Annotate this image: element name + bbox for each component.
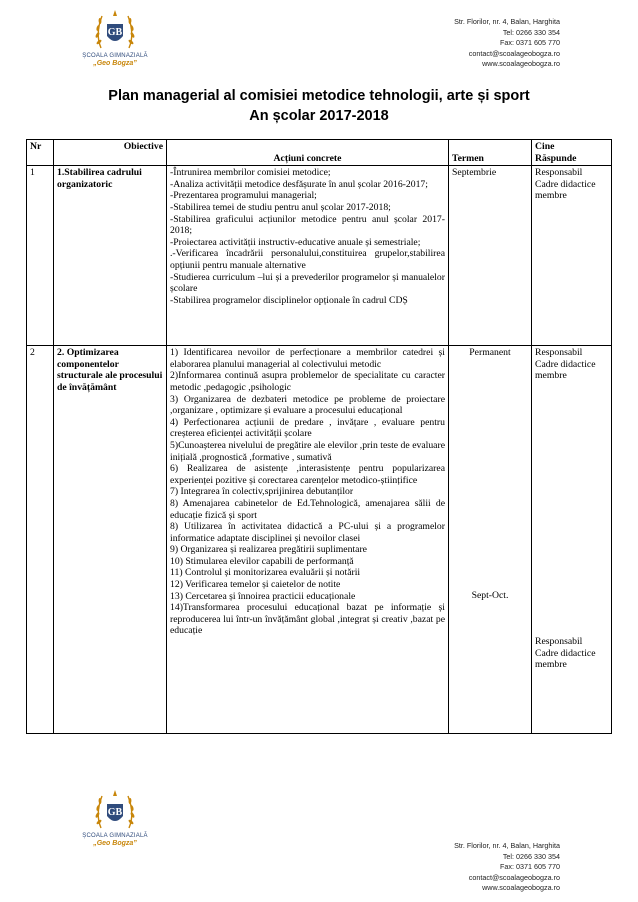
document-subtitle: An școlar 2017-2018 bbox=[249, 108, 389, 124]
row-term-sept-oct: Sept-Oct. bbox=[471, 590, 509, 602]
contact-block-footer bbox=[454, 841, 560, 894]
header-actions: Acțiuni concrete bbox=[167, 140, 449, 166]
header-nr: Nr bbox=[27, 140, 54, 166]
logo-school-name: „Geo Bogza” bbox=[93, 60, 137, 67]
table-row bbox=[27, 346, 612, 734]
table-header-row bbox=[27, 140, 612, 166]
contact-phone: Tel: 0266 330 354 bbox=[502, 27, 560, 37]
plan-table bbox=[26, 139, 612, 734]
contact-email: contact@scoalageobogza.ro bbox=[468, 48, 560, 58]
contact-website: www.scoalageobogza.ro bbox=[482, 59, 560, 69]
school-logo bbox=[70, 8, 160, 68]
row-term: Septembrie bbox=[449, 166, 532, 346]
row-objective: 2. Optimizarea componentelor structurale ale procesului de învățământ bbox=[54, 346, 167, 734]
contact-address: Str. Florilor, nr. 4, Balan, Harghita bbox=[454, 17, 560, 26]
laurel-crest-icon bbox=[92, 788, 138, 832]
header-objective: Obiective bbox=[54, 140, 167, 166]
laurel-crest-icon bbox=[92, 8, 138, 52]
row-term bbox=[449, 346, 532, 734]
contact-address: Str. Florilor, nr. 4, Balan, Harghita bbox=[454, 841, 560, 850]
contact-phone: Tel: 0266 330 354 bbox=[502, 851, 560, 861]
row-responsible: Responsabil Cadre didactice membre bbox=[532, 166, 612, 346]
contact-website: www.scoalageobogza.ro bbox=[482, 883, 560, 893]
row-nr: 1 bbox=[27, 166, 54, 346]
logo-school-name: „Geo Bogza” bbox=[93, 840, 137, 847]
header-responsible: Cine Răspunde bbox=[532, 140, 612, 166]
row-nr: 2 bbox=[27, 346, 54, 734]
row-objective: 1.Stabilirea cadrului organizatoric bbox=[54, 166, 167, 346]
row-responsible-second: Responsabil Cadre didactice membre bbox=[535, 636, 596, 671]
row-term-permanent: Permanent bbox=[469, 347, 511, 359]
logo-school-type: ȘCOALA GIMNAZIALĂ bbox=[82, 53, 148, 59]
row-actions: 1) Identificarea nevoilor de perfecționare a membrilor catedrei și elaborarea planului managerial al colectivului metodic 2)Informarea continuă asupra problemelor de specialitate cu caracter metodic ,pedagogic ,psihologic 3) Organizarea de dezbateri metodice pe probleme de proiectare ,organizare , optimizare și evaluare a procesului educațional 4) Perfectionarea acțiunii de predare , invățare , evaluare pentru creșterea eficienței activității școlare 5)Cunoașterea nivelului de pregătire ale elevilor ,prin teste de evaluare inițială ,prognostică ,formative , sumativă 6) Realizarea de asistențe ,interasistențe pentru popularizarea experienței pozitive și corectarea carențelor metodico-științifice 7) Integrarea în colectiv,sprijinirea debutanților 8) Amenajarea cabinetelor de Ed.Tehnologică, amenajarea sălii de educație fizică și sport 8) Utilizarea în activitatea didactică a PC-ului și a programelor informatice adaptate disciplinei și nevoilor clasei 9) Organizarea și realizarea pregătirii suplimentare 10) Stimularea elevilor capabili de performanță 11) Controlul și monitorizarea evaluării și notării 12) Verificarea temelor și caietelor de notite 13) Cercetarea și înnoirea practicii educaționale 14)Transformarea procesului educațional bazat pe informație și reproducerea lui într-un învățământ global ,integrat și creativ ,bazat pe educație bbox=[167, 346, 449, 734]
row-responsible: Responsabil Cadre didactice membre Responsabil Cadre didactice membre bbox=[532, 346, 612, 734]
row-actions: -Întrunirea membrilor comisiei metodice; -Analiza activității metodice desfășurate în anul școlar 2016-2017; -Prezentarea programului managerial; -Stabilirea temei de studiu pentru anul școlar 2017-2018; -Stabilirea graficului acțiunilor metodice pentru anul școlar 2017-2018; -Proiectarea activității instructiv-educative anuale și semestriale; .-Verificarea încadrării personalului,constituirea grupelor,stabilirea opțiunii pentru manuale alternative -Studierea curriculum –lui și a prevederilor programelor și manualelor școlare -Stabilirea programelor disciplinelor opționale în cadrul CDȘ bbox=[167, 166, 449, 346]
svg-text:GB: GB bbox=[107, 807, 123, 818]
contact-block-top bbox=[454, 17, 560, 70]
header-term: Termen bbox=[449, 140, 532, 166]
contact-email: contact@scoalageobogza.ro bbox=[468, 872, 560, 882]
svg-text:GB: GB bbox=[107, 27, 123, 38]
school-logo-footer bbox=[70, 788, 160, 848]
contact-fax: Fax: 0371 605 770 bbox=[500, 38, 560, 48]
document-title: Plan managerial al comisiei metodice tehnologii, arte și sport bbox=[108, 88, 530, 104]
logo-school-type: ȘCOALA GIMNAZIALĂ bbox=[82, 833, 148, 839]
table-row bbox=[27, 166, 612, 346]
contact-fax: Fax: 0371 605 770 bbox=[500, 862, 560, 872]
